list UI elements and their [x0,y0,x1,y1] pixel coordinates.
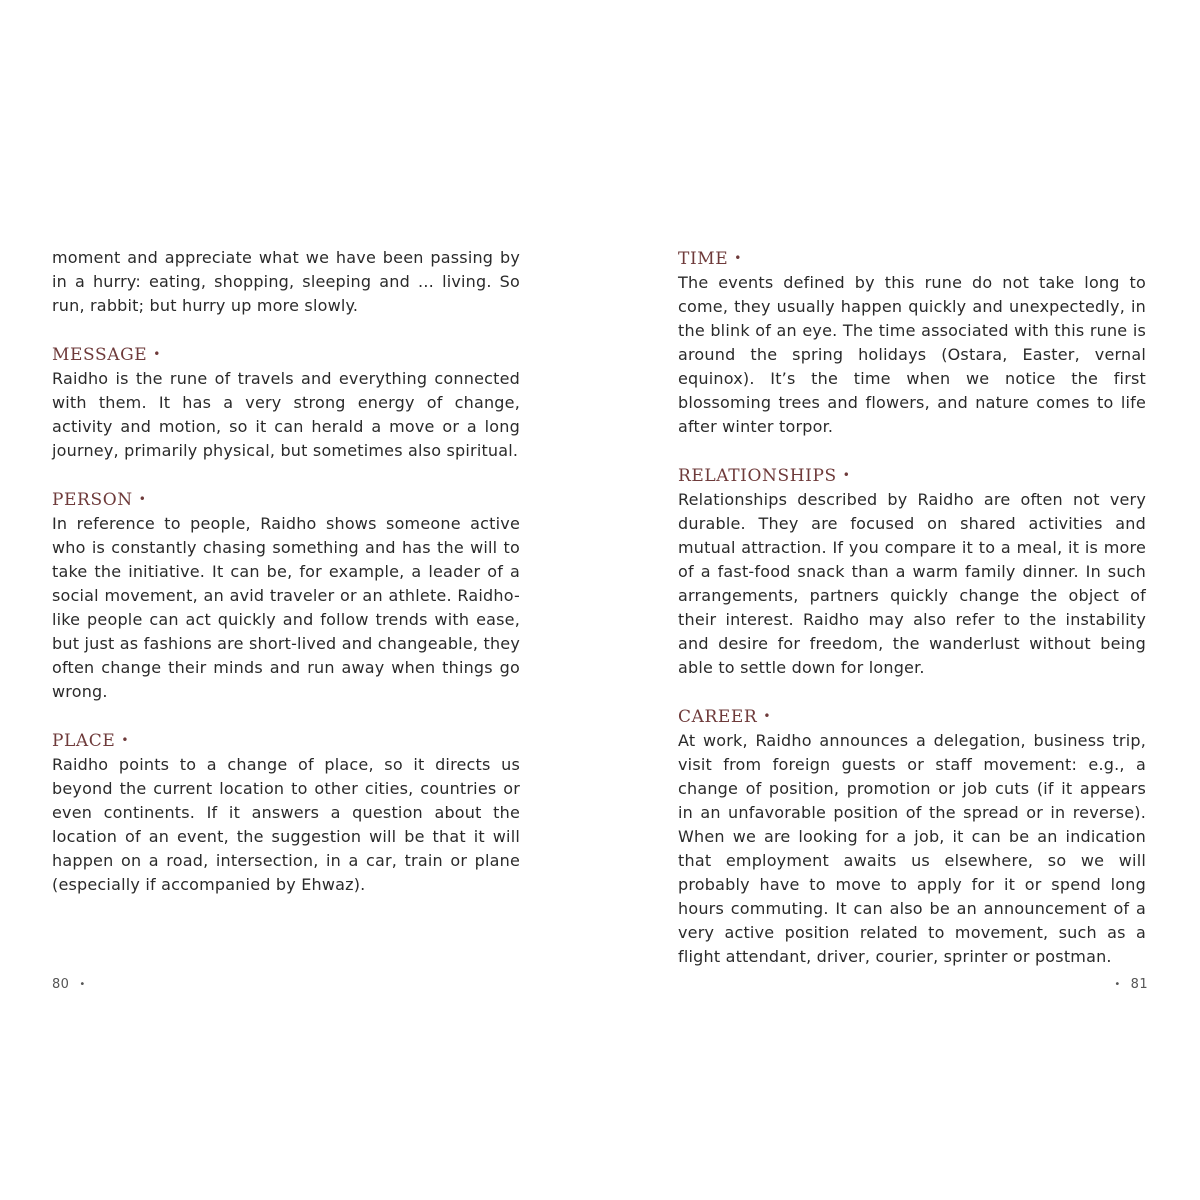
bullet-separator: • [842,468,851,482]
section-message [52,342,520,463]
message-paragraph: Raidho is the rune of travels and everything connected with them. It has a very strong energy of change, activity and motion, so it can herald a move or a long journey, primarily physical, but sometimes also spiritual. [52,369,520,460]
section-person [52,487,520,704]
bullet-separator: • [734,251,742,265]
heading-relationships: RELATIONSHIPS [678,466,837,486]
time-paragraph: The events defined by this rune do not take long to come, they usually happen quickly and unexpectedly, in the blink of an eye. The time associated with this rune is around the spring holidays (Ostara, Easter, vernal equinox). It’s the time when we notice the first blossoming trees and flowers, and nature comes to life after winter torpor. [678,273,1146,436]
section-heading [52,342,520,367]
right-column [678,246,1146,969]
right-page [600,0,1200,1200]
section-heading [52,487,520,512]
heading-time: TIME [678,249,729,269]
section-heading [678,463,1146,488]
section-place [52,728,520,897]
bullet-separator: • [138,492,147,506]
page-number-right [1114,976,1148,994]
section-heading [678,704,1146,729]
bullet-separator: • [763,709,771,723]
person-paragraph: In reference to people, Raidho shows someone active who is constantly chasing something and has the will to take the initiative. It can be, for example, a leader of a social movement, an avid traveler or an athlete. Raidho-like people can act quickly and follow trends with ease, but just as fashions are short-lived and changeable, they often change their minds and run away when things go wrong. [52,514,520,701]
page-number-value: 80 [52,977,70,992]
folio-dot: • [79,979,86,990]
heading-message: MESSAGE [52,345,148,365]
left-column [52,246,520,897]
page-number-left [52,976,86,994]
heading-person: PERSON [52,490,133,510]
heading-career: CAREER [678,707,758,727]
intro-paragraph: moment and appreciate what we have been passing by in a hurry: eating, shopping, sleeping and … living. So run, rabbit; but hurry up more slowly. [52,248,520,315]
page-number-value: 81 [1130,977,1148,992]
bullet-separator: • [121,733,130,747]
section-time [678,246,1146,439]
career-paragraph: At work, Raidho announces a delegation, business trip, visit from foreign guests or staff movement: e.g., a change of position, promotion or job cuts (if it appears in an unfavorable position of the spread or in reverse). When we are looking for a job, it can be an indication that employment awaits us elsewhere, so we will probably have to move to apply for it or spend long hours commuting. It can also be an announcement of a very active position related to movement, such as a flight attendant, driver, courier, sprinter or postman. [678,731,1146,966]
section-heading [678,246,1146,271]
heading-place: PLACE [52,731,116,751]
section-heading [52,728,520,753]
place-paragraph: Raidho points to a change of place, so it directs us beyond the current location to other cities, countries or even continents. If it answers a question about the location of an event, the suggestion will be that it will happen on a road, intersection, in a car, train or plane (especially if accompanied by Ehwaz). [52,755,520,894]
relationships-paragraph: Relationships described by Raidho are often not very durable. They are focused on shared activities and mutual attraction. If you compare it to a meal, it is more of a fast-food snack than a warm family dinner. In such arrangements, partners quickly change the object of their interest. Raidho may also refer to the instability and desire for freedom, the wanderlust without being able to settle down for longer. [678,490,1146,677]
section-relationships [678,463,1146,680]
bullet-separator: • [153,347,161,361]
section-career [678,704,1146,969]
folio-dot: • [1114,979,1121,990]
